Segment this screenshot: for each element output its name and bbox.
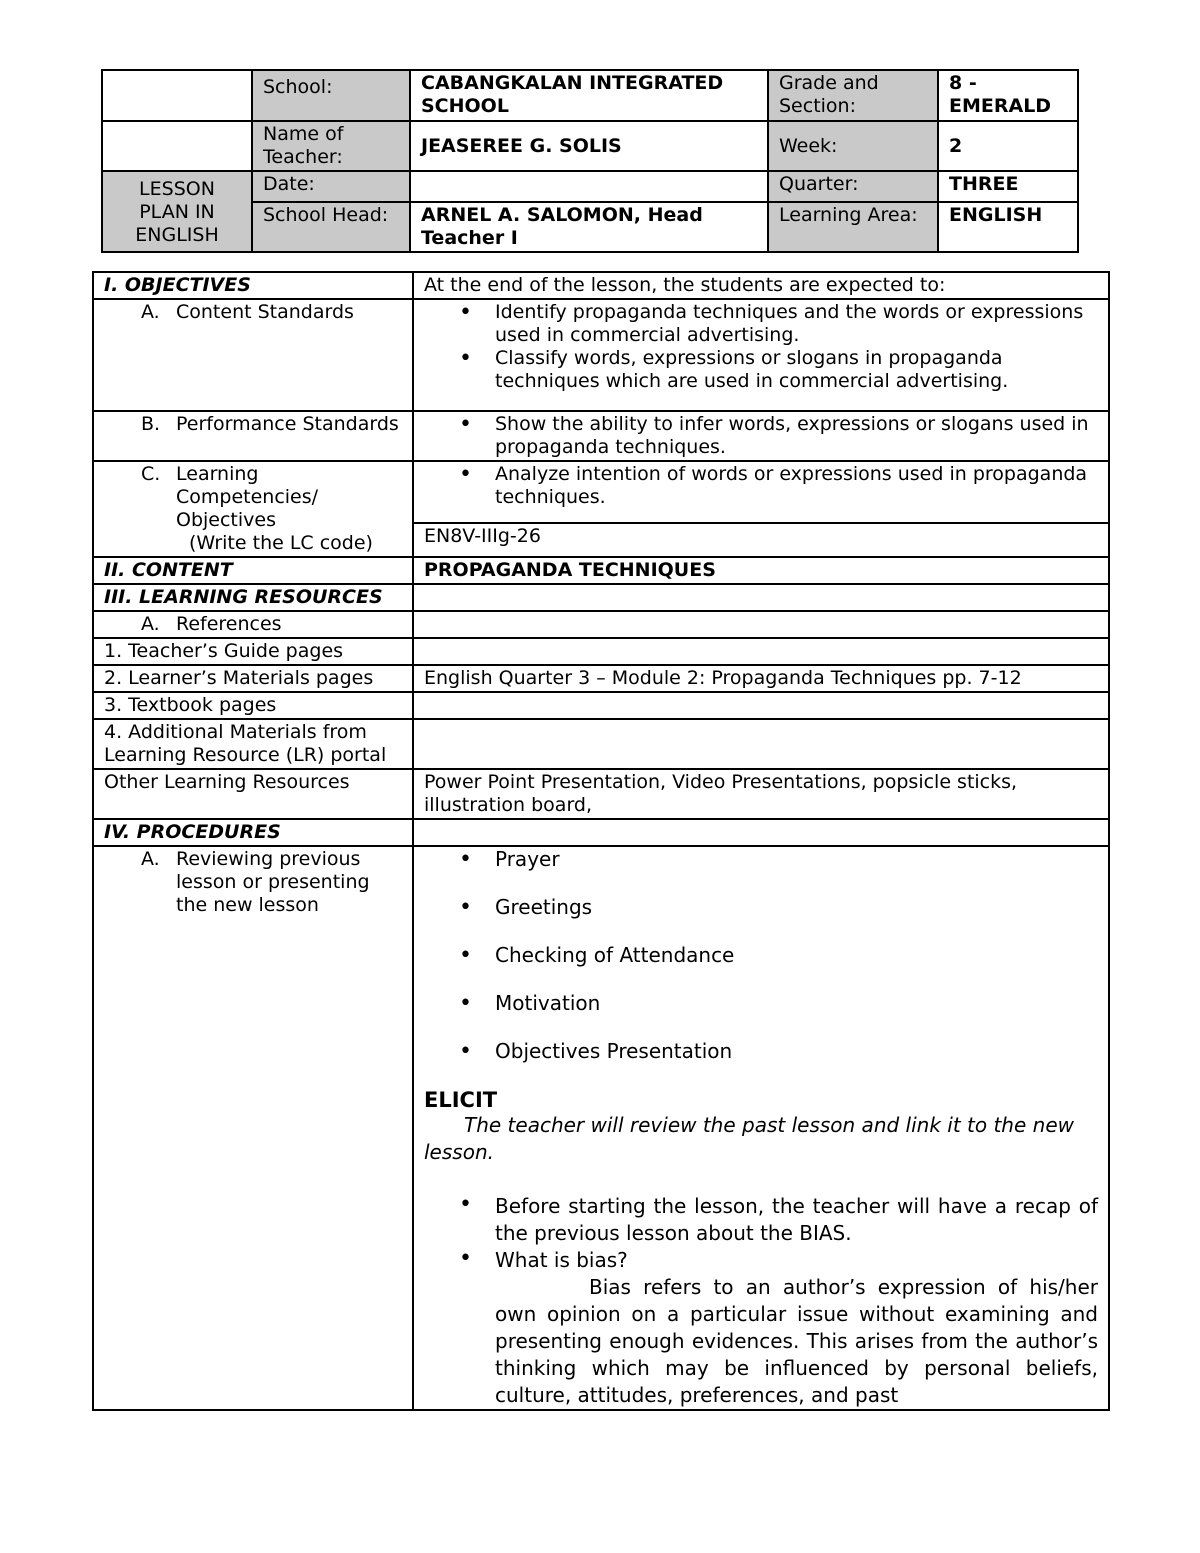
content-standards-label-row [104,301,402,324]
week-label: Week: [768,121,938,171]
competencies-marker: C. [141,463,161,485]
list-item: • Motivation [424,992,1098,1015]
competencies-label-row [104,463,402,532]
resources-heading: III. LEARNING RESOURCES [93,584,413,611]
list-item: • Greetings [424,896,1098,919]
learners-materials-label: 2. Learner’s Materials pages [93,665,413,692]
additional-materials-value [413,719,1109,769]
grade-section-value: 8 - EMERALD [938,70,1078,121]
other-resources-value: Power Point Presentation, Video Presentations, popsicle sticks, illustration board, [413,769,1109,819]
content-standards-label: Content Standards [176,301,354,323]
performance-standards-marker: B. [141,413,161,435]
teachers-guide-label: 1. Teacher’s Guide pages [93,638,413,665]
elicit-heading: ELICIT [424,1088,498,1112]
bias-definition: Bias refers to an author’s expression of his/her own opinion on a particular issue without examining and presenting enough evidences. This arises from the author’s thinking which may be influenced by personal beliefs, culture, attitudes, preferences, and past [495,1275,1098,1407]
performance-standards-list [424,413,1098,459]
competencies-label: Learning Competencies/ Objectives [176,463,319,531]
textbook-value [413,692,1109,719]
list-item: • Identify propaganda techniques and the words or expressions used in commercial advertising. [424,301,1098,347]
lesson-plan-title: LESSON PLAN IN ENGLISH [102,171,252,252]
list-item: • Checking of Attendance [424,944,1098,967]
procedure-a-label-row [104,848,402,917]
references-marker: A. [141,613,160,635]
learners-materials-value: English Quarter 3 – Module 2: Propaganda Techniques pp. 7-12 [413,665,1109,692]
header-table [101,69,1079,253]
procedures-heading: IV. PROCEDURES [93,819,413,846]
procedure-steps-list [424,848,1098,1063]
date-value [410,171,768,202]
list-item: • Objectives Presentation [424,1040,1098,1063]
bias-question: • What is bias? [495,1248,628,1272]
learning-area-value: ENGLISH [938,202,1078,252]
learning-area-label: Learning Area: [768,202,938,252]
elicit-text: The teacher will review the past lesson and link it to the new lesson. [424,1113,1074,1164]
date-label: Date: [252,171,410,202]
objectives-intro: At the end of the lesson, the students are expected to: [413,272,1109,299]
quarter-label: Quarter: [768,171,938,202]
teacher-label: Name of Teacher: [252,121,410,171]
list-item: • Classify words, expressions or slogans in propaganda techniques which are used in commercial advertising. [424,347,1098,393]
textbook-label: 3. Textbook pages [93,692,413,719]
references-label-row [104,613,402,636]
school-value: CABANGKALAN INTEGRATED SCHOOL [410,70,768,121]
list-item: • Show the ability to infer words, expressions or slogans used in propaganda techniques. [424,413,1098,459]
other-resources-label: Other Learning Resources [93,769,413,819]
teachers-guide-value [413,638,1109,665]
content-heading: II. CONTENT [93,557,413,584]
week-value: 2 [938,121,1078,171]
content-standards-marker: A. [141,301,160,323]
school-head-value: ARNEL A. SALOMON, Head Teacher I [410,202,768,252]
lesson-table [92,271,1110,1411]
list-item: • Prayer [424,848,1098,871]
grade-section-label: Grade and Section: [768,70,938,121]
school-head-label: School Head: [252,202,410,252]
references-label: References [176,613,282,635]
performance-standards-label-row [104,413,402,436]
content-value: PROPAGANDA TECHNIQUES [413,557,1109,584]
additional-materials-label: 4. Additional Materials from Learning Resource (LR) portal [93,719,413,769]
content-standards-list [424,301,1098,393]
list-item: • Analyze intention of words or expressions used in propaganda techniques. [424,463,1098,509]
quarter-value: THREE [938,171,1078,202]
objectives-heading: I. OBJECTIVES [93,272,413,299]
performance-standards-label: Performance Standards [176,413,399,435]
school-label: School: [263,76,333,98]
competencies-list [424,463,1098,509]
lc-code-value: EN8V-IIIg-26 [413,523,1109,557]
procedure-a-marker: A. [141,848,160,870]
header-corner-cell [102,70,252,121]
recap-list [424,1193,1098,1409]
procedure-a-label: Reviewing previous lesson or presenting the new lesson [176,848,370,916]
teacher-value: JEASEREE G. SOLIS [410,121,768,171]
list-item: • Before starting the lesson, the teacher will have a recap of the previous lesson about the BIAS. [424,1193,1098,1247]
lc-code-note: (Write the LC code) [189,532,373,554]
